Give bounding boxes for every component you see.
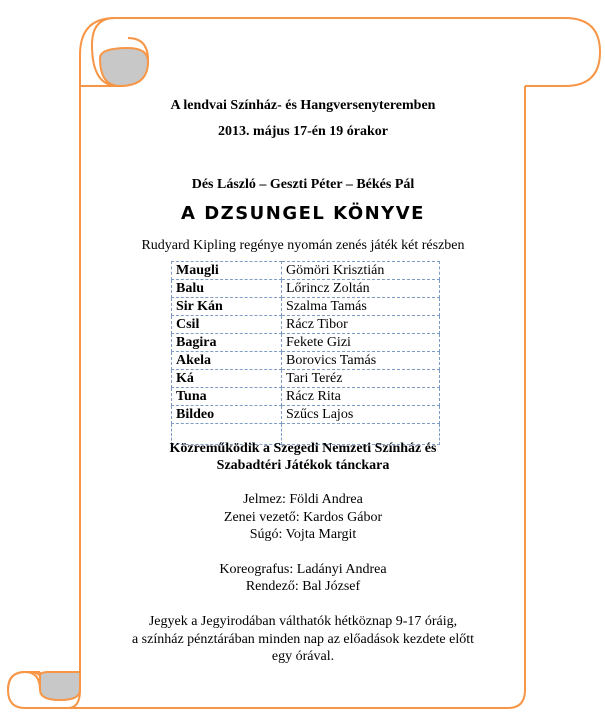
actor-cell: Fekete Gizi	[282, 334, 440, 352]
show-subtitle: Rudyard Kipling regénye nyomán zenés játék két részben	[141, 238, 465, 253]
credit-director: Rendező: Bal József	[245, 579, 361, 594]
participation-line-2: Szabadtéri Játékok tánckara	[216, 458, 390, 473]
role-cell: Bildeo	[172, 406, 282, 424]
participation-line-1: Közreműködik a Szegedi Nemzeti Színház és	[169, 441, 437, 456]
date-line: 2013. május 17-én 19 órakor	[218, 124, 388, 139]
tickets-line-1: Jegyek a Jegyirodában válthatók hétköznap 9-17 óráig,	[148, 614, 458, 629]
cast-table	[171, 261, 440, 445]
scroll-outline	[8, 55, 80, 708]
role-cell: Bagira	[172, 334, 282, 352]
table-row	[172, 334, 440, 352]
actor-cell: Rácz Tibor	[282, 316, 440, 334]
role-cell: Csil	[172, 316, 282, 334]
actor-cell: Gömöri Krisztián	[282, 262, 440, 280]
authors-line: Dés László – Geszti Péter – Békés Pál	[191, 177, 415, 192]
role-cell: Akela	[172, 352, 282, 370]
poster-content	[80, 0, 526, 716]
actor-cell: Szűcs Lajos	[282, 406, 440, 424]
credit-costume: Jelmez: Földi Andrea	[243, 492, 363, 507]
credit-choreographer: Koreografus: Ladányi Andrea	[219, 562, 387, 577]
role-cell: Tuna	[172, 388, 282, 406]
actor-cell: Tari Teréz	[282, 370, 440, 388]
actor-cell: Lőrincz Zoltán	[282, 280, 440, 298]
scroll-bottom-curl-icon	[40, 672, 80, 700]
table-row	[172, 370, 440, 388]
show-title: A DZSUNGEL KÖNYVE	[181, 203, 425, 224]
table-row	[172, 352, 440, 370]
credit-music-director: Zenei vezető: Kardos Gábor	[223, 510, 383, 525]
venue-line: A lendvai Színház- és Hangversenyteremben	[170, 98, 436, 113]
tickets-line-3: egy órával.	[271, 649, 335, 664]
role-cell: Sir Kán	[172, 298, 282, 316]
table-row	[172, 298, 440, 316]
role-cell: Balu	[172, 280, 282, 298]
table-row	[172, 280, 440, 298]
tickets-line-2: a színház pénztárában minden nap az előadások kezdete előtt	[131, 632, 475, 647]
actor-cell: Rácz Rita	[282, 388, 440, 406]
role-cell: Maugli	[172, 262, 282, 280]
credit-prompter: Súgó: Vojta Margit	[249, 527, 357, 542]
role-cell: Ká	[172, 370, 282, 388]
table-row	[172, 316, 440, 334]
table-row	[172, 262, 440, 280]
table-row	[172, 388, 440, 406]
actor-cell: Szalma Tamás	[282, 298, 440, 316]
actor-cell: Borovics Tamás	[282, 352, 440, 370]
table-row	[172, 406, 440, 424]
